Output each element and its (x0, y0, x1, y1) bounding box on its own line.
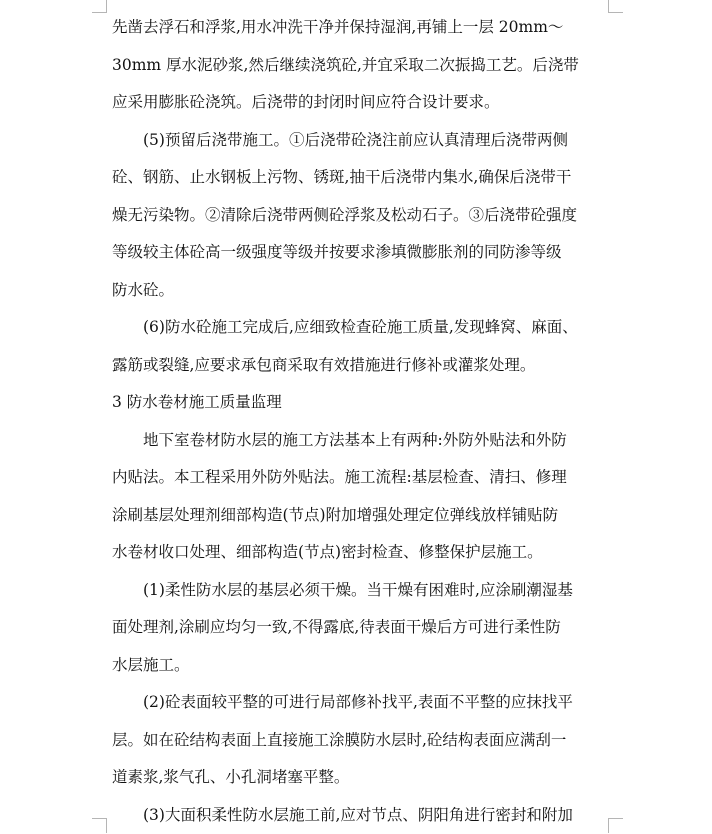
paragraph-start-line: (3)大面积柔性防水层施工前,应对节点、阴阳角进行密封和附加 (112, 797, 612, 834)
paragraph-start-line: (1)柔性防水层的基层必须干燥。当干燥有困难时,应涂刷潮湿基 (112, 572, 612, 610)
text-line: 面处理剂,涂刷应均匀一致,不得露底,待表面干燥后方可进行柔性防 (112, 609, 612, 647)
text-line: 露筋或裂缝,应要求承包商采取有效措施进行修补或灌浆处理。 (112, 347, 612, 385)
section-heading: 3 防水卷材施工质量监理 (112, 384, 612, 422)
text-line: 水层施工。 (112, 647, 612, 685)
text-line: 防水砼。 (112, 272, 612, 310)
text-line: 涂刷基层处理剂细部构造(节点)附加增强处理定位弹线放样铺贴防 (112, 497, 612, 535)
margin-corner-mark (92, 818, 107, 833)
text-line: 燥无污染物。②清除后浇带两侧砼浮浆及松动石子。③后浇带砼强度 (112, 197, 612, 235)
paragraph-start-line: (6)防水砼施工完成后,应细致检查砼施工质量,发现蜂窝、麻面、 (112, 309, 612, 347)
paragraph-start-line: 地下室卷材防水层的施工方法基本上有两种:外防外贴法和外防 (112, 422, 612, 460)
document-body[interactable] (112, 9, 612, 834)
text-line: 等级较主体砼高一级强度等级并按要求渗填微膨胀剂的同防渗等级 (112, 234, 612, 272)
text-line: 应采用膨胀砼浇筑。后浇带的封闭时间应符合设计要求。 (112, 84, 612, 122)
text-line: 30mm 厚水泥砂浆,然后继续浇筑砼,并宜采取二次振捣工艺。后浇带 (112, 47, 612, 85)
margin-corner-mark (92, 0, 107, 13)
text-line: 水卷材收口处理、细部构造(节点)密封检查、修整保护层施工。 (112, 534, 612, 572)
paragraph-start-line: (5)预留后浇带施工。①后浇带砼浇注前应认真清理后浇带两侧 (112, 122, 612, 160)
text-line: 内贴法。本工程采用外防外贴法。施工流程:基层检查、清扫、修理 (112, 459, 612, 497)
text-line: 砼、钢筋、止水钢板上污物、锈斑,抽干后浇带内集水,确保后浇带干 (112, 159, 612, 197)
text-line: 层。如在砼结构表面上直接施工涂膜防水层时,砼结构表面应满刮一 (112, 722, 612, 760)
text-line: 道素浆,浆气孔、小孔洞堵塞平整。 (112, 759, 612, 797)
text-line: 先凿去浮石和浮浆,用水冲洗干净并保持湿润,再铺上一层 20mm～ (112, 9, 612, 47)
paragraph-start-line: (2)砼表面较平整的可进行局部修补找平,表面不平整的应抹找平 (112, 684, 612, 722)
